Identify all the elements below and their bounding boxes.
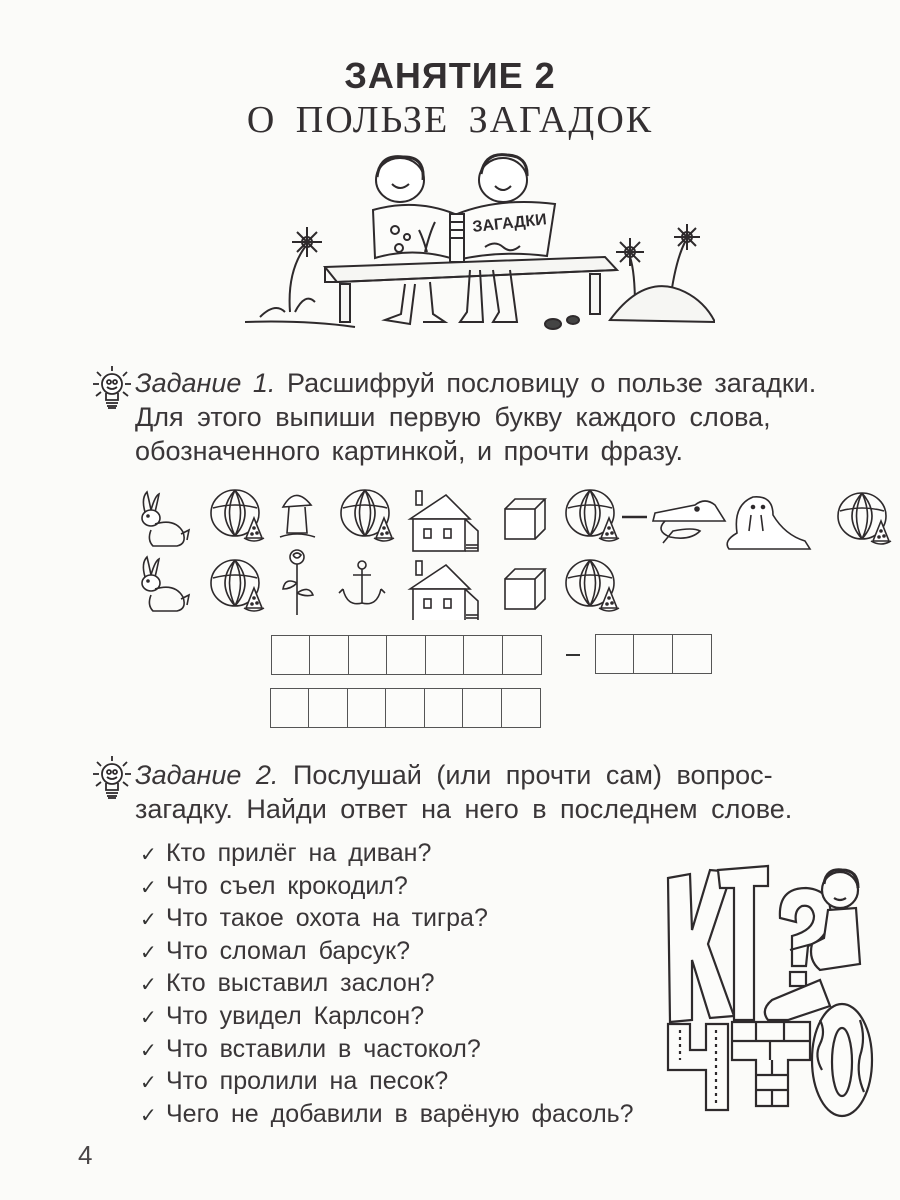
checkmark-icon: ✓ (140, 941, 157, 964)
lesson-number: ЗАНЯТИЕ 2 (344, 55, 556, 96)
checkmark-icon: ✓ (140, 1039, 157, 1062)
rose-icon (283, 550, 313, 615)
picture-rebus (125, 485, 895, 620)
answer-grid-row1-part2 (596, 634, 712, 674)
checkmark-icon: ✓ (140, 876, 157, 899)
lesson-title: О ПОЛЬЗЕ ЗАГАДОК (246, 99, 654, 141)
question-item: ✓ Чего не добавили в варёную фасоль? (140, 1099, 634, 1132)
answer-cell[interactable] (425, 635, 465, 675)
checkmark-icon: ✓ (140, 844, 157, 866)
task1-line2: Для этого выпиши первую букву каждого слова, (135, 402, 771, 432)
question-item: ✓ Кто прилёг на диван? (140, 838, 634, 871)
answer-cell[interactable] (501, 688, 541, 728)
answer-cell[interactable] (271, 635, 311, 675)
question-item: ✓ Что съел крокодил? (140, 871, 634, 904)
answer-separator-dash (566, 654, 580, 656)
answer-cell[interactable] (386, 635, 426, 675)
answer-cell[interactable] (424, 688, 464, 728)
task1-label: Задание 1. (135, 368, 276, 398)
answer-cell[interactable] (308, 688, 348, 728)
task1-line3: обозначенного картинкой, и прочти фразу. (135, 436, 683, 466)
answer-cell[interactable] (502, 635, 542, 675)
boy-on-letters-illustration (660, 860, 875, 1120)
answer-cell[interactable] (347, 688, 387, 728)
answer-grid-row1-part1 (272, 635, 542, 675)
answer-cell[interactable] (348, 635, 388, 675)
checkmark-icon: ✓ (140, 1072, 157, 1095)
iron-icon (653, 501, 725, 543)
task1-line1: Задание 1. Расшифруй пословицу о пользе загадки. (135, 368, 817, 398)
answer-cell[interactable] (385, 688, 425, 728)
question-list (140, 838, 634, 1131)
page-number: 4 (78, 1140, 93, 1170)
question-item: ✓ Что такое охота на тигра? (140, 903, 634, 936)
children-reading-illustration (245, 152, 715, 337)
question-item: ✓ Что сломал барсук? (140, 936, 634, 969)
checkmark-icon: ✓ (140, 974, 157, 997)
answer-cell[interactable] (270, 688, 310, 728)
svg-text:ЗАГАДКИ: ЗАГАДКИ (471, 211, 548, 236)
checkmark-icon: ✓ (140, 909, 157, 932)
answer-cell[interactable] (595, 634, 635, 674)
answer-cell[interactable] (463, 635, 503, 675)
question-item: ✓ Что пролили на песок? (140, 1066, 634, 1099)
question-item: ✓ Кто выставил заслон? (140, 968, 634, 1001)
question-item: ✓ Что вставили в частокол? (140, 1034, 634, 1067)
task2-line2: загадку. Найди ответ на него в последнем слове. (135, 794, 793, 824)
task1-text (135, 366, 895, 468)
answer-cell[interactable] (672, 634, 712, 674)
walrus-icon (727, 497, 810, 549)
answer-cell[interactable] (309, 635, 349, 675)
answer-cell[interactable] (633, 634, 673, 674)
checkmark-icon: ✓ (140, 1006, 157, 1029)
mushroom-icon (280, 495, 315, 537)
answer-grid-row2 (271, 688, 541, 728)
lightbulb-icon (92, 754, 132, 814)
anchor-icon (339, 561, 385, 604)
checkmark-icon: ✓ (140, 1104, 157, 1127)
task2-line1: Задание 2. Послушай (или прочти сам) вопрос- (135, 760, 773, 790)
question-item: ✓ Что увидел Карлсон? (140, 1001, 634, 1034)
answer-cell[interactable] (462, 688, 502, 728)
task2-text (135, 758, 895, 826)
lightbulb-icon (92, 364, 132, 424)
task2-label: Задание 2. (135, 760, 279, 790)
